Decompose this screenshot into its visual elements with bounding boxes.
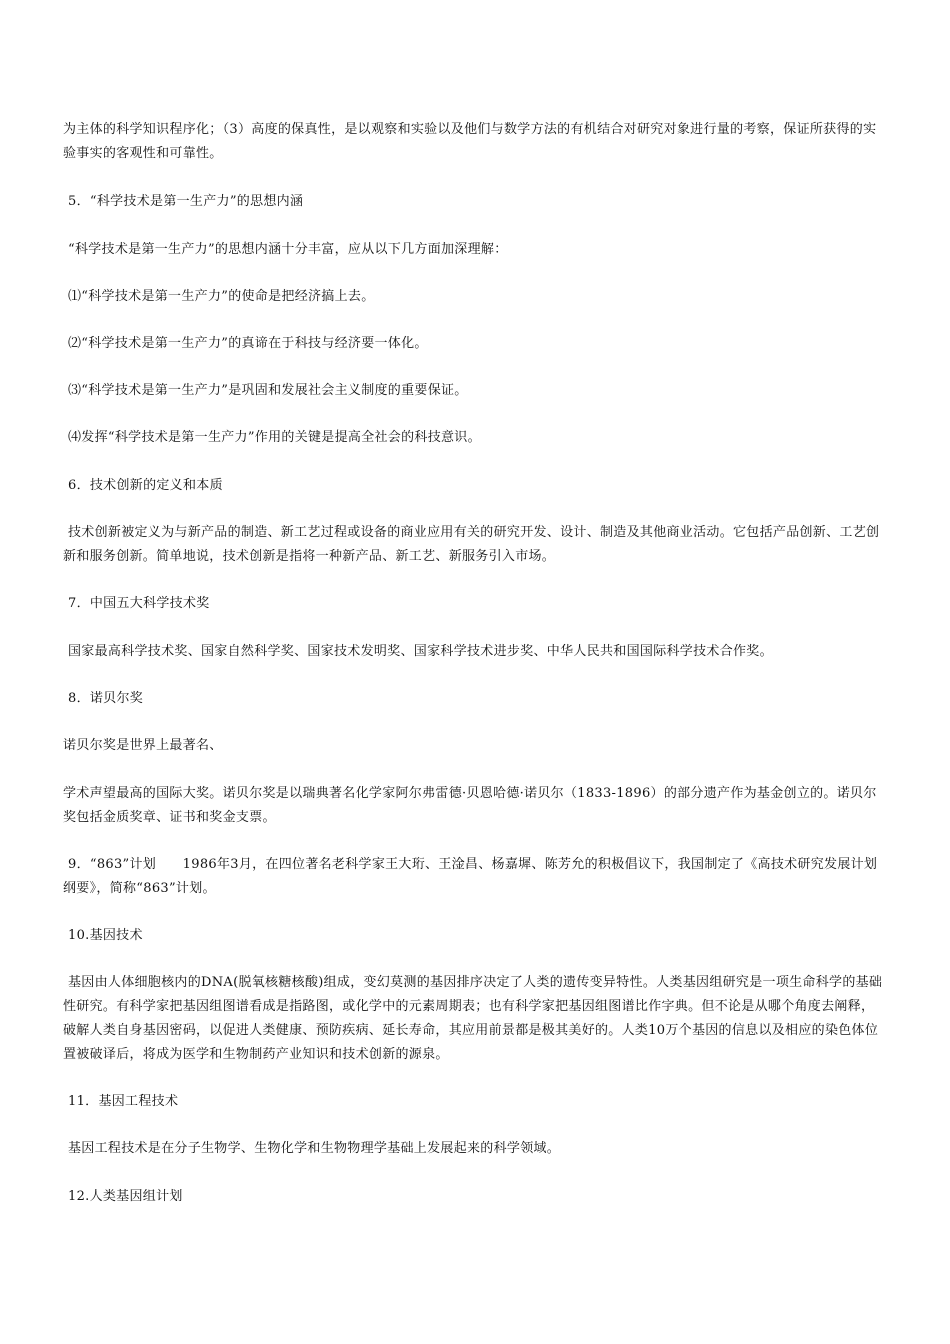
heading-10: 10.基因技术: [68, 928, 143, 943]
heading-12: 12.人类基因组计划: [68, 1189, 183, 1204]
heading-7: 7．中国五大科学技术奖: [68, 596, 210, 611]
list-item-5-3: ⑶“科学技术是第一生产力”是巩固和发展社会主义制度的重要保证。: [68, 383, 468, 398]
list-item-5-1: ⑴“科学技术是第一生产力”的使命是把经济搞上去。: [68, 289, 375, 304]
paragraph-7: 国家最高科学技术奖、国家自然科学奖、国家技术发明奖、国家科学技术进步奖、中华人民共和国国际科学技术合作奖。: [68, 644, 773, 659]
heading-8: 8．诺贝尔奖: [68, 691, 144, 706]
paragraph-8-part1: 诺贝尔奖是世界上最著名、: [63, 738, 223, 753]
paragraph-6: 技术创新被定义为与新产品的制造、新工艺过程或设备的商业应用有关的研究开发、设计、制造及其他商业活动。它包括产品创新、工艺创新和服务创新。简单地说，技术创新是指将一种新产品、新工艺、新服务引入市场。: [63, 525, 880, 564]
heading-5: 5．“科学技术是第一生产力”的思想内涵: [68, 194, 304, 209]
heading-6: 6．技术创新的定义和本质: [68, 478, 223, 493]
list-item-5-2: ⑵“科学技术是第一生产力”的真谛在于科技与经济要一体化。: [68, 336, 428, 351]
paragraph-10: 基因由人体细胞核内的DNA(脱氧核糖核酸)组成，变幻莫测的基因排序决定了人类的遗传变异特性。人类基因组研究是一项生命科学的基础性研究。有科学家把基因组图谱看成是指路图，或化学中的元素周期表；也有科学家把基因组图谱比作字典。但不论是从哪个角度去阐释，破解人类自身基因密码，以促进人类健康、预防疾病、延长寿命，其应用前景都是极其美好的。人类10万个基因的信息以及相应的染色体位置被破译后，将成为医学和生物制药产业知识和技术创新的源泉。: [63, 975, 883, 1062]
paragraph-continuation: 为主体的科学知识程序化；（3）高度的保真性，是以观察和实验以及他们与数学方法的有机结合对研究对象进行量的考察，保证所获得的实验事实的客观性和可靠性。: [63, 122, 877, 161]
paragraph-8-part2: 学术声望最高的国际大奖。诺贝尔奖是以瑞典著名化学家阿尔弗雷德·贝恩哈德·诺贝尔（1833-1896）的部分遗产作为基金创立的。诺贝尔奖包括金质奖章、证书和奖金支票。: [63, 786, 877, 825]
paragraph-9: 9．“863”计划 1986年3月，在四位著名老科学家王大珩、王淦昌、杨嘉墀、陈芳允的积极倡议下，我国制定了《高技术研究发展计划纲要》，简称“863”计划。: [63, 857, 878, 896]
paragraph-11: 基因工程技术是在分子生物学、生物化学和生物物理学基础上发展起来的科学领域。: [68, 1141, 561, 1156]
paragraph-5-intro: “科学技术是第一生产力”的思想内涵十分丰富，应从以下几方面加深理解：: [68, 242, 508, 257]
heading-11: 11．基因工程技术: [68, 1094, 179, 1109]
list-item-5-4: ⑷发挥“科学技术是第一生产力”作用的关键是提高全社会的科技意识。: [68, 430, 481, 445]
